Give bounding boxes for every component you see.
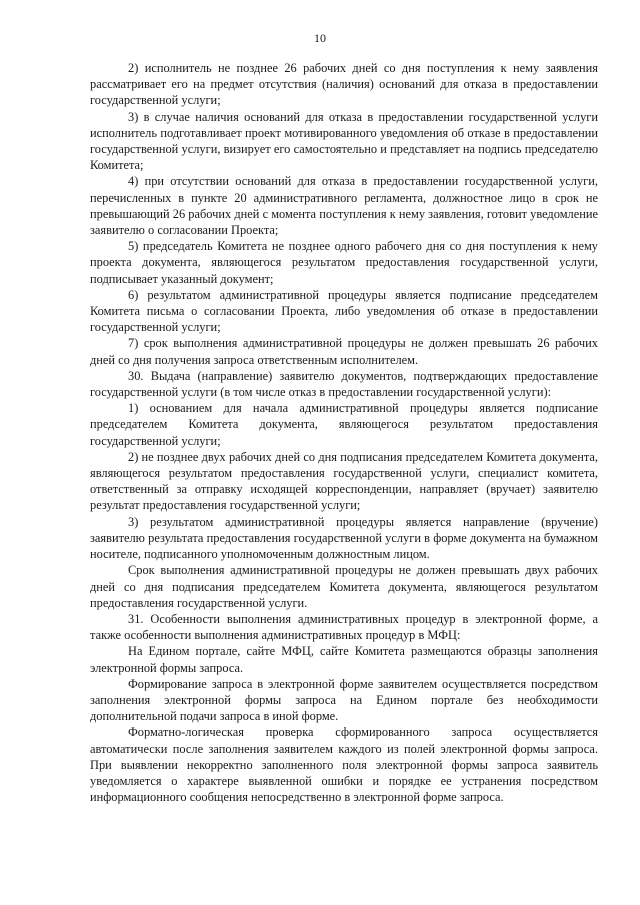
paragraph: Формирование запроса в электронной форме заявителем осуществляется посредством заполнения электронной формы запроса на Едином портале без необходимости дополнительной подачи запроса в иной форме. xyxy=(90,676,598,724)
paragraph: 3) результатом административной процедуры является направление (вручение) заявителю результата предоставления государственной услуги в форме документа на бумажном носителе, подписанного уполномоченным должностным лицом. xyxy=(90,514,598,562)
paragraph: 3) в случае наличия оснований для отказа в предоставлении государственной услуги исполнитель подготавливает проект мотивированного уведомления об отказе в предоставлении государственной услуги, визирует его самостоятельно и представляет на подпись председателю Комитета; xyxy=(90,109,598,173)
paragraph: На Едином портале, сайте МФЦ, сайте Комитета размещаются образцы заполнения электронной формы запроса. xyxy=(90,644,598,675)
paragraph: 6) результатом административной процедуры является подписание председателем Комитета письма о согласовании Проекта, либо уведомления об отказе в предоставлении государственной услуги; xyxy=(90,287,598,335)
paragraph: 31. Особенности выполнения административных процедур в электронной форме, а также особенности выполнения административных процедур в МФЦ: xyxy=(90,611,598,643)
paragraph: 5) председатель Комитета не позднее одного рабочего дня со дня поступления к нему проекта документа, являющегося результатом предоставления государственной услуги, подписывает указанный документ; xyxy=(90,239,598,286)
paragraph: 1) основанием для начала административной процедуры является подписание председателем Комитета документа, являющегося результатом предоставления государственной услуги; xyxy=(90,401,598,448)
paragraph: 7) срок выполнения административной процедуры не должен превышать 26 рабочих дней со дня получения запроса ответственным исполнителем. xyxy=(90,336,598,367)
paragraph: 4) при отсутствии оснований для отказа в предоставлении государственной услуги, перечисленных в пункте 20 административного регламента, должностное лицо в срок не превышающий 26 рабочих дней с момента поступления к нему заявления, готовит уведомление заявителю о согласовании Проекта; xyxy=(90,174,598,238)
paragraph: 2) исполнитель не позднее 26 рабочих дней со дня поступления к нему заявления рассматривает его на предмет отсутствия (наличия) оснований для отказа в предоставлении государственной услуги; xyxy=(90,61,598,108)
paragraph: Форматно-логическая проверка сформированного запроса осуществляется автоматически после заполнения заявителем каждого из полей электронной формы запроса. При выявлении некорректно заполненного поля электронной формы запроса заявитель уведомляется о характере выявленной ошибки и порядке ее устранения посредством информационного сообщения непосредственно в электронной форме запроса. xyxy=(90,725,598,805)
document-body xyxy=(90,60,598,805)
paragraph: Срок выполнения административной процедуры не должен превышать двух рабочих дней со дня подписания председателем Комитета документа, являющегося результатом предоставления государственной услуги. xyxy=(90,563,598,610)
paragraph: 2) не позднее двух рабочих дней со дня подписания председателем Комитета документа, являющегося результатом предоставления государственной услуги, специалист комитета, ответственный за отправку исходящей корреспонденции, направляет (вручает) заявителю результат предоставления государственной услуги; xyxy=(90,449,598,513)
paragraph: 30. Выдача (направление) заявителю документов, подтверждающих предоставление государственной услуги (в том числе отказ в предоставлении государственной услуги): xyxy=(90,368,598,400)
page-number: 10 xyxy=(314,31,326,45)
